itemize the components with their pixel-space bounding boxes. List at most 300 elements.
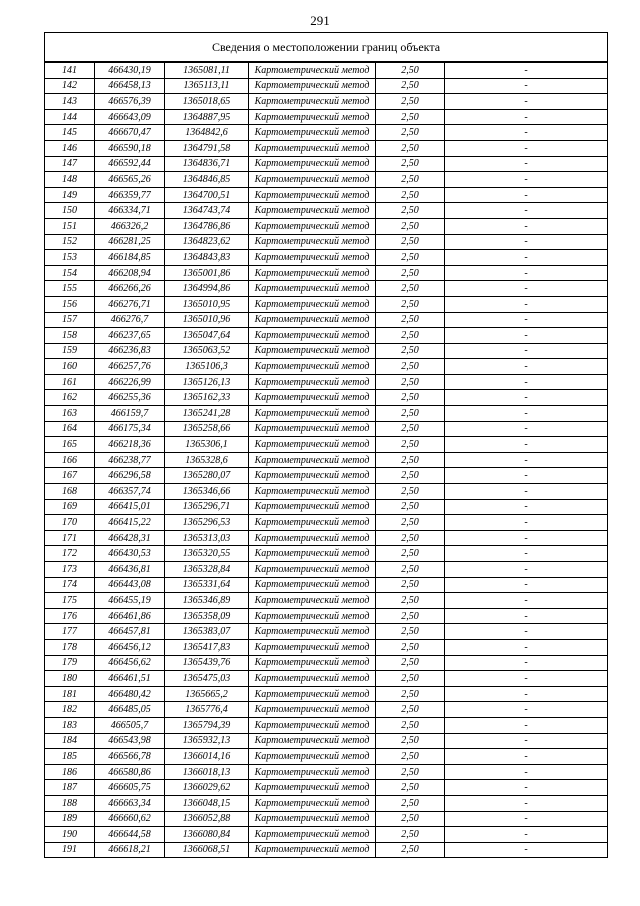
- accuracy-cell: 2,50: [376, 593, 445, 609]
- table-row: [45, 515, 608, 531]
- accuracy-cell: 2,50: [376, 780, 445, 796]
- y-coordinate-cell: 1365296,53: [165, 515, 249, 531]
- accuracy-cell: 2,50: [376, 234, 445, 250]
- method-cell: Картометрический метод: [249, 406, 376, 422]
- accuracy-cell: 2,50: [376, 842, 445, 858]
- y-coordinate-cell: 1364823,62: [165, 234, 249, 250]
- x-coordinate-cell: 466670,47: [95, 125, 165, 141]
- description-cell: -: [445, 62, 608, 78]
- method-cell: Картометрический метод: [249, 577, 376, 593]
- accuracy-cell: 2,50: [376, 62, 445, 78]
- x-coordinate-cell: 466266,26: [95, 281, 165, 297]
- table-row: [45, 655, 608, 671]
- x-coordinate-cell: 466485,05: [95, 702, 165, 718]
- method-cell: Картометрический метод: [249, 234, 376, 250]
- table-row: [45, 312, 608, 328]
- y-coordinate-cell: 1364887,95: [165, 109, 249, 125]
- description-cell: -: [445, 733, 608, 749]
- accuracy-cell: 2,50: [376, 203, 445, 219]
- accuracy-cell: 2,50: [376, 530, 445, 546]
- x-coordinate-cell: 466461,51: [95, 671, 165, 687]
- y-coordinate-cell: 1365320,55: [165, 546, 249, 562]
- table-row: [45, 484, 608, 500]
- description-cell: -: [445, 827, 608, 843]
- x-coordinate-cell: 466576,39: [95, 94, 165, 110]
- description-cell: -: [445, 296, 608, 312]
- point-number-cell: 183: [45, 717, 95, 733]
- method-cell: Картометрический метод: [249, 671, 376, 687]
- description-cell: -: [445, 608, 608, 624]
- y-coordinate-cell: 1366048,15: [165, 795, 249, 811]
- point-number-cell: 159: [45, 343, 95, 359]
- method-cell: Картометрический метод: [249, 452, 376, 468]
- y-coordinate-cell: 1365328,6: [165, 452, 249, 468]
- y-coordinate-cell: 1365306,1: [165, 437, 249, 453]
- point-number-cell: 172: [45, 546, 95, 562]
- point-number-cell: 151: [45, 218, 95, 234]
- x-coordinate-cell: 466276,7: [95, 312, 165, 328]
- table-row: [45, 577, 608, 593]
- y-coordinate-cell: 1366029,62: [165, 780, 249, 796]
- method-cell: Картометрический метод: [249, 764, 376, 780]
- description-cell: -: [445, 702, 608, 718]
- table-title: Сведения о местоположении границ объекта: [45, 33, 608, 63]
- point-number-cell: 161: [45, 374, 95, 390]
- y-coordinate-cell: 1364842,6: [165, 125, 249, 141]
- x-coordinate-cell: 466643,09: [95, 109, 165, 125]
- accuracy-cell: 2,50: [376, 452, 445, 468]
- x-coordinate-cell: 466296,58: [95, 468, 165, 484]
- description-cell: -: [445, 281, 608, 297]
- x-coordinate-cell: 466184,85: [95, 250, 165, 266]
- x-coordinate-cell: 466428,31: [95, 530, 165, 546]
- x-coordinate-cell: 466592,44: [95, 156, 165, 172]
- boundary-coordinates-table: [44, 32, 608, 858]
- accuracy-cell: 2,50: [376, 125, 445, 141]
- y-coordinate-cell: 1365417,83: [165, 639, 249, 655]
- table-row: [45, 593, 608, 609]
- table-row: [45, 421, 608, 437]
- description-cell: -: [445, 530, 608, 546]
- table-row: [45, 827, 608, 843]
- description-cell: -: [445, 421, 608, 437]
- accuracy-cell: 2,50: [376, 172, 445, 188]
- table-row: [45, 795, 608, 811]
- accuracy-cell: 2,50: [376, 296, 445, 312]
- x-coordinate-cell: 466237,65: [95, 328, 165, 344]
- table-row: [45, 218, 608, 234]
- table-row: [45, 390, 608, 406]
- method-cell: Картометрический метод: [249, 218, 376, 234]
- accuracy-cell: 2,50: [376, 655, 445, 671]
- method-cell: Картометрический метод: [249, 343, 376, 359]
- accuracy-cell: 2,50: [376, 686, 445, 702]
- y-coordinate-cell: 1364836,71: [165, 156, 249, 172]
- x-coordinate-cell: 466238,77: [95, 452, 165, 468]
- point-number-cell: 148: [45, 172, 95, 188]
- y-coordinate-cell: 1365258,66: [165, 421, 249, 437]
- point-number-cell: 152: [45, 234, 95, 250]
- accuracy-cell: 2,50: [376, 343, 445, 359]
- method-cell: Картометрический метод: [249, 187, 376, 203]
- accuracy-cell: 2,50: [376, 468, 445, 484]
- x-coordinate-cell: 466590,18: [95, 140, 165, 156]
- table-title-row: [45, 33, 608, 63]
- description-cell: -: [445, 374, 608, 390]
- y-coordinate-cell: 1365010,96: [165, 312, 249, 328]
- point-number-cell: 145: [45, 125, 95, 141]
- table-row: [45, 156, 608, 172]
- description-cell: -: [445, 484, 608, 500]
- method-cell: Картометрический метод: [249, 530, 376, 546]
- x-coordinate-cell: 466218,36: [95, 437, 165, 453]
- y-coordinate-cell: 1364786,86: [165, 218, 249, 234]
- description-cell: -: [445, 811, 608, 827]
- accuracy-cell: 2,50: [376, 359, 445, 375]
- y-coordinate-cell: 1365296,71: [165, 499, 249, 515]
- description-cell: -: [445, 94, 608, 110]
- y-coordinate-cell: 1365776,4: [165, 702, 249, 718]
- point-number-cell: 177: [45, 624, 95, 640]
- accuracy-cell: 2,50: [376, 764, 445, 780]
- method-cell: Картометрический метод: [249, 827, 376, 843]
- point-number-cell: 150: [45, 203, 95, 219]
- x-coordinate-cell: 466326,2: [95, 218, 165, 234]
- y-coordinate-cell: 1365383,07: [165, 624, 249, 640]
- accuracy-cell: 2,50: [376, 562, 445, 578]
- table-row: [45, 265, 608, 281]
- accuracy-cell: 2,50: [376, 109, 445, 125]
- description-cell: -: [445, 686, 608, 702]
- table-row: [45, 406, 608, 422]
- method-cell: Картометрический метод: [249, 562, 376, 578]
- x-coordinate-cell: 466281,25: [95, 234, 165, 250]
- point-number-cell: 162: [45, 390, 95, 406]
- method-cell: Картометрический метод: [249, 437, 376, 453]
- point-number-cell: 157: [45, 312, 95, 328]
- x-coordinate-cell: 466208,94: [95, 265, 165, 281]
- x-coordinate-cell: 466443,08: [95, 577, 165, 593]
- description-cell: -: [445, 343, 608, 359]
- table-row: [45, 811, 608, 827]
- x-coordinate-cell: 466175,34: [95, 421, 165, 437]
- y-coordinate-cell: 1366068,51: [165, 842, 249, 858]
- description-cell: -: [445, 624, 608, 640]
- accuracy-cell: 2,50: [376, 499, 445, 515]
- method-cell: Картометрический метод: [249, 624, 376, 640]
- method-cell: Картометрический метод: [249, 296, 376, 312]
- accuracy-cell: 2,50: [376, 811, 445, 827]
- x-coordinate-cell: 466605,75: [95, 780, 165, 796]
- point-number-cell: 170: [45, 515, 95, 531]
- accuracy-cell: 2,50: [376, 671, 445, 687]
- x-coordinate-cell: 466565,26: [95, 172, 165, 188]
- point-number-cell: 165: [45, 437, 95, 453]
- accuracy-cell: 2,50: [376, 608, 445, 624]
- y-coordinate-cell: 1365346,89: [165, 593, 249, 609]
- y-coordinate-cell: 1365081,11: [165, 62, 249, 78]
- accuracy-cell: 2,50: [376, 374, 445, 390]
- accuracy-cell: 2,50: [376, 702, 445, 718]
- accuracy-cell: 2,50: [376, 406, 445, 422]
- accuracy-cell: 2,50: [376, 733, 445, 749]
- table-row: [45, 780, 608, 796]
- table-row: [45, 343, 608, 359]
- x-coordinate-cell: 466456,12: [95, 639, 165, 655]
- method-cell: Картометрический метод: [249, 702, 376, 718]
- method-cell: Картометрический метод: [249, 639, 376, 655]
- point-number-cell: 167: [45, 468, 95, 484]
- point-number-cell: 190: [45, 827, 95, 843]
- method-cell: Картометрический метод: [249, 546, 376, 562]
- description-cell: -: [445, 452, 608, 468]
- method-cell: Картометрический метод: [249, 125, 376, 141]
- table-row: [45, 733, 608, 749]
- method-cell: Картометрический метод: [249, 842, 376, 858]
- point-number-cell: 141: [45, 62, 95, 78]
- table-row: [45, 62, 608, 78]
- point-number-cell: 160: [45, 359, 95, 375]
- table-row: [45, 203, 608, 219]
- description-cell: -: [445, 390, 608, 406]
- table-row: [45, 187, 608, 203]
- point-number-cell: 173: [45, 562, 95, 578]
- y-coordinate-cell: 1365328,84: [165, 562, 249, 578]
- y-coordinate-cell: 1365162,33: [165, 390, 249, 406]
- y-coordinate-cell: 1365001,86: [165, 265, 249, 281]
- point-number-cell: 146: [45, 140, 95, 156]
- y-coordinate-cell: 1366052,88: [165, 811, 249, 827]
- table-row: [45, 140, 608, 156]
- accuracy-cell: 2,50: [376, 749, 445, 765]
- method-cell: Картометрический метод: [249, 499, 376, 515]
- accuracy-cell: 2,50: [376, 390, 445, 406]
- point-number-cell: 171: [45, 530, 95, 546]
- method-cell: Картометрический метод: [249, 109, 376, 125]
- x-coordinate-cell: 466276,71: [95, 296, 165, 312]
- point-number-cell: 153: [45, 250, 95, 266]
- accuracy-cell: 2,50: [376, 624, 445, 640]
- description-cell: -: [445, 795, 608, 811]
- table-row: [45, 686, 608, 702]
- x-coordinate-cell: 466461,86: [95, 608, 165, 624]
- method-cell: Картометрический метод: [249, 390, 376, 406]
- y-coordinate-cell: 1365241,28: [165, 406, 249, 422]
- description-cell: -: [445, 764, 608, 780]
- x-coordinate-cell: 466357,74: [95, 484, 165, 500]
- x-coordinate-cell: 466415,01: [95, 499, 165, 515]
- accuracy-cell: 2,50: [376, 328, 445, 344]
- description-cell: -: [445, 717, 608, 733]
- accuracy-cell: 2,50: [376, 577, 445, 593]
- description-cell: -: [445, 109, 608, 125]
- point-number-cell: 144: [45, 109, 95, 125]
- method-cell: Картометрический метод: [249, 94, 376, 110]
- description-cell: -: [445, 203, 608, 219]
- point-number-cell: 164: [45, 421, 95, 437]
- table-row: [45, 842, 608, 858]
- accuracy-cell: 2,50: [376, 795, 445, 811]
- point-number-cell: 186: [45, 764, 95, 780]
- point-number-cell: 147: [45, 156, 95, 172]
- x-coordinate-cell: 466663,34: [95, 795, 165, 811]
- point-number-cell: 168: [45, 484, 95, 500]
- accuracy-cell: 2,50: [376, 717, 445, 733]
- x-coordinate-cell: 466226,99: [95, 374, 165, 390]
- x-coordinate-cell: 466660,62: [95, 811, 165, 827]
- point-number-cell: 169: [45, 499, 95, 515]
- method-cell: Картометрический метод: [249, 78, 376, 94]
- point-number-cell: 158: [45, 328, 95, 344]
- y-coordinate-cell: 1366080,84: [165, 827, 249, 843]
- method-cell: Картометрический метод: [249, 608, 376, 624]
- accuracy-cell: 2,50: [376, 156, 445, 172]
- table-row: [45, 172, 608, 188]
- table-row: [45, 639, 608, 655]
- accuracy-cell: 2,50: [376, 437, 445, 453]
- description-cell: -: [445, 187, 608, 203]
- y-coordinate-cell: 1366018,13: [165, 764, 249, 780]
- x-coordinate-cell: 466455,19: [95, 593, 165, 609]
- x-coordinate-cell: 466566,78: [95, 749, 165, 765]
- y-coordinate-cell: 1365010,95: [165, 296, 249, 312]
- description-cell: -: [445, 780, 608, 796]
- point-number-cell: 181: [45, 686, 95, 702]
- y-coordinate-cell: 1365331,64: [165, 577, 249, 593]
- table-row: [45, 328, 608, 344]
- point-number-cell: 189: [45, 811, 95, 827]
- x-coordinate-cell: 466359,77: [95, 187, 165, 203]
- method-cell: Картометрический метод: [249, 359, 376, 375]
- method-cell: Картометрический метод: [249, 281, 376, 297]
- accuracy-cell: 2,50: [376, 78, 445, 94]
- table-row: [45, 78, 608, 94]
- method-cell: Картометрический метод: [249, 780, 376, 796]
- y-coordinate-cell: 1365018,65: [165, 94, 249, 110]
- description-cell: -: [445, 562, 608, 578]
- method-cell: Картометрический метод: [249, 655, 376, 671]
- y-coordinate-cell: 1365313,03: [165, 530, 249, 546]
- y-coordinate-cell: 1365063,52: [165, 343, 249, 359]
- y-coordinate-cell: 1364994,86: [165, 281, 249, 297]
- point-number-cell: 143: [45, 94, 95, 110]
- description-cell: -: [445, 842, 608, 858]
- point-number-cell: 166: [45, 452, 95, 468]
- y-coordinate-cell: 1365794,39: [165, 717, 249, 733]
- description-cell: -: [445, 328, 608, 344]
- table-row: [45, 296, 608, 312]
- table-row: [45, 359, 608, 375]
- accuracy-cell: 2,50: [376, 140, 445, 156]
- method-cell: Картометрический метод: [249, 156, 376, 172]
- x-coordinate-cell: 466480,42: [95, 686, 165, 702]
- table-row: [45, 608, 608, 624]
- point-number-cell: 155: [45, 281, 95, 297]
- description-cell: -: [445, 78, 608, 94]
- table-row: [45, 562, 608, 578]
- description-cell: -: [445, 468, 608, 484]
- x-coordinate-cell: 466159,7: [95, 406, 165, 422]
- method-cell: Картометрический метод: [249, 250, 376, 266]
- table-row: [45, 234, 608, 250]
- y-coordinate-cell: 1364846,85: [165, 172, 249, 188]
- x-coordinate-cell: 466257,76: [95, 359, 165, 375]
- point-number-cell: 176: [45, 608, 95, 624]
- table-row: [45, 250, 608, 266]
- table-row: [45, 671, 608, 687]
- description-cell: -: [445, 156, 608, 172]
- y-coordinate-cell: 1365346,66: [165, 484, 249, 500]
- accuracy-cell: 2,50: [376, 187, 445, 203]
- description-cell: -: [445, 655, 608, 671]
- y-coordinate-cell: 1364791,58: [165, 140, 249, 156]
- table-row: [45, 452, 608, 468]
- point-number-cell: 142: [45, 78, 95, 94]
- x-coordinate-cell: 466415,22: [95, 515, 165, 531]
- description-cell: -: [445, 593, 608, 609]
- page-number: 291: [310, 13, 330, 28]
- description-cell: -: [445, 749, 608, 765]
- x-coordinate-cell: 466430,19: [95, 62, 165, 78]
- y-coordinate-cell: 1365113,11: [165, 78, 249, 94]
- y-coordinate-cell: 1365475,03: [165, 671, 249, 687]
- table-row: [45, 764, 608, 780]
- y-coordinate-cell: 1365358,09: [165, 608, 249, 624]
- x-coordinate-cell: 466580,86: [95, 764, 165, 780]
- description-cell: -: [445, 671, 608, 687]
- point-number-cell: 154: [45, 265, 95, 281]
- description-cell: -: [445, 515, 608, 531]
- point-number-cell: 156: [45, 296, 95, 312]
- y-coordinate-cell: 1365932,13: [165, 733, 249, 749]
- y-coordinate-cell: 1365665,2: [165, 686, 249, 702]
- description-cell: -: [445, 234, 608, 250]
- method-cell: Картометрический метод: [249, 484, 376, 500]
- description-cell: -: [445, 172, 608, 188]
- accuracy-cell: 2,50: [376, 94, 445, 110]
- description-cell: -: [445, 250, 608, 266]
- table-row: [45, 468, 608, 484]
- method-cell: Картометрический метод: [249, 374, 376, 390]
- method-cell: Картометрический метод: [249, 733, 376, 749]
- method-cell: Картометрический метод: [249, 795, 376, 811]
- y-coordinate-cell: 1365280,07: [165, 468, 249, 484]
- x-coordinate-cell: 466456,62: [95, 655, 165, 671]
- table-row: [45, 702, 608, 718]
- method-cell: Картометрический метод: [249, 140, 376, 156]
- description-cell: -: [445, 125, 608, 141]
- table-row: [45, 374, 608, 390]
- description-cell: -: [445, 639, 608, 655]
- method-cell: Картометрический метод: [249, 421, 376, 437]
- accuracy-cell: 2,50: [376, 312, 445, 328]
- method-cell: Картометрический метод: [249, 749, 376, 765]
- y-coordinate-cell: 1366014,16: [165, 749, 249, 765]
- accuracy-cell: 2,50: [376, 281, 445, 297]
- method-cell: Картометрический метод: [249, 265, 376, 281]
- method-cell: Картометрический метод: [249, 312, 376, 328]
- point-number-cell: 178: [45, 639, 95, 655]
- table-row: [45, 749, 608, 765]
- y-coordinate-cell: 1364700,51: [165, 187, 249, 203]
- x-coordinate-cell: 466543,98: [95, 733, 165, 749]
- x-coordinate-cell: 466255,36: [95, 390, 165, 406]
- point-number-cell: 187: [45, 780, 95, 796]
- y-coordinate-cell: 1365126,13: [165, 374, 249, 390]
- y-coordinate-cell: 1364743,74: [165, 203, 249, 219]
- point-number-cell: 149: [45, 187, 95, 203]
- method-cell: Картометрический метод: [249, 172, 376, 188]
